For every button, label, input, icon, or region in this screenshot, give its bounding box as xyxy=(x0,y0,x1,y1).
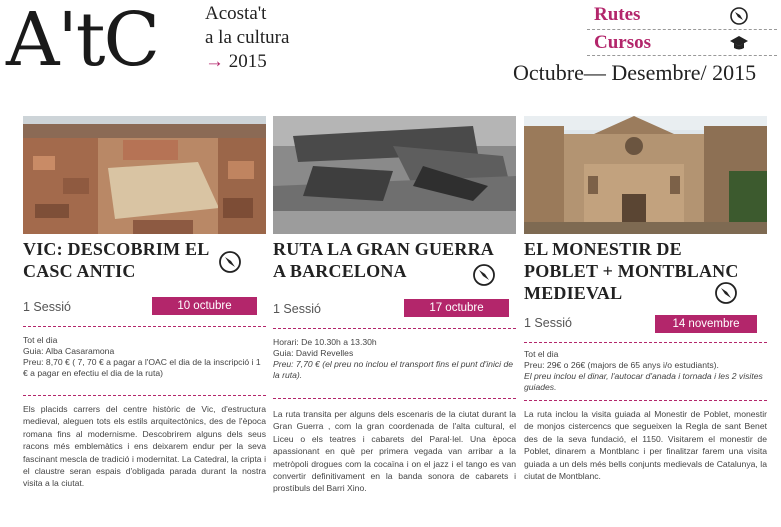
compass-icon xyxy=(714,281,738,305)
tagline-line-3 xyxy=(205,50,289,74)
event-card-vic xyxy=(23,116,266,489)
period-title: Octubre— Desembre/ 2015 xyxy=(513,60,757,85)
dashed-divider xyxy=(23,395,266,396)
event-title-line: VIC: DESCOBRIM EL xyxy=(23,239,210,259)
event-title xyxy=(524,238,739,304)
tagline xyxy=(205,2,289,74)
logo: A'tC xyxy=(6,0,159,83)
nav-rutes-link[interactable]: Rutes xyxy=(594,4,641,25)
session-count: 1 Sessió xyxy=(23,300,71,314)
arrow-icon: → xyxy=(205,51,224,72)
vic-town-photo xyxy=(23,116,266,234)
tagline-line-1: Acosta't xyxy=(205,3,267,24)
event-price: Preu: 29€ o 26€ (majors de 65 anys i/o estudiants). xyxy=(524,360,719,370)
war-bunker-image xyxy=(273,116,516,234)
compass-icon xyxy=(218,250,242,274)
tagline-year: 2015 xyxy=(228,51,267,72)
event-info xyxy=(23,335,266,379)
event-guide: Guia: Alba Casaramona xyxy=(23,346,115,356)
session-count: 1 Sessió xyxy=(524,316,572,330)
session-count: 1 Sessió xyxy=(273,302,321,316)
monastery-photo xyxy=(524,116,767,234)
event-price: Preu: 8,70 € ( 7, 70 € a pagar a l'OAC el dia de la inscripció i 1 € a pagar en efectiu el dia de la ruta) xyxy=(23,357,261,378)
event-title xyxy=(23,238,209,282)
date-badge: 10 octubre xyxy=(152,297,257,315)
event-card-gran-guerra xyxy=(273,116,516,494)
war-photo xyxy=(273,116,516,234)
event-title-line: A BARCELONA xyxy=(273,261,407,281)
event-title-line: MEDIEVAL xyxy=(524,283,623,303)
compass-icon[interactable] xyxy=(729,6,749,26)
dashed-divider xyxy=(273,398,516,399)
event-price-note: El preu inclou el dinar, l'autocar d'anada i tornada i les 2 visites guiades. xyxy=(524,371,763,392)
dashed-divider xyxy=(524,342,767,343)
event-title-line: EL MONESTIR DE xyxy=(524,239,682,259)
event-schedule: Tot el dia xyxy=(23,335,58,345)
event-info xyxy=(524,349,767,393)
date-badge: 17 octubre xyxy=(404,299,509,317)
event-description: La ruta inclou la visita guiada al Monestir de Poblet, monestir de monjos cistercencs que segueixen la Regla de sant Benet des de la seva fundació, el 1150. Visitarem el monestir de Poblet, dinarem a Montblanc i per finalitzar farem una visita guiada a un dels més bells conjunts medievals de Catalunya, la ciutat de Montblanc. xyxy=(524,409,767,482)
event-title xyxy=(273,238,494,282)
poblet-monastery-image xyxy=(524,116,767,234)
tagline-line-2: a la cultura xyxy=(205,27,290,48)
event-info xyxy=(273,337,516,381)
nav-divider xyxy=(587,29,777,30)
event-title-line: CASC ANTIC xyxy=(23,261,136,281)
event-schedule: Tot el dia xyxy=(524,349,559,359)
dashed-divider xyxy=(273,328,516,329)
nav-divider xyxy=(587,55,777,56)
event-price: Preu: 7,70 € (el preu no inclou el transport fins el punt d'inici de la ruta). xyxy=(273,359,514,380)
dashed-divider xyxy=(524,400,767,401)
event-title-line: POBLET + MONTBLANC xyxy=(524,261,739,281)
event-card-poblet xyxy=(524,116,767,482)
event-title-line: RUTA LA GRAN GUERRA xyxy=(273,239,494,259)
vic-aerial-image xyxy=(23,116,266,234)
compass-icon xyxy=(472,263,496,287)
date-badge: 14 novembre xyxy=(655,315,757,333)
nav-cursos-link[interactable]: Cursos xyxy=(594,32,652,53)
event-description: Els placids carrers del centre històric de Vic, d'estructura medieval, aleguen tots els estils arquitectònics, des de l'època romana fins al modernisme. Descobrirem alguns dels seus racons més emblemàtics i ens deixarem endur per la seva fascinant mescla de tradició i modernitat. La Catedral, la cripta i el claustre seran espais d'obligada parada durant la nostra visita a la ciutat. xyxy=(23,404,266,489)
event-schedule: Horari: De 10.30h a 13.30h xyxy=(273,337,377,347)
event-guide: Guia: David Revelles xyxy=(273,348,354,358)
event-description: La ruta transita per alguns dels escenaris de la ciutat durant la Gran Guerra , com la gran coordenada de l'alta cultural, el Liceu o els teatres i cabarets del Paral·lel. Una època apassionant en què per primera vegada van arribar a la metròpoli drogues com la cocaïna i on el jazz i el tango es van convertir definitivament en la banda sonora de cabarets i prostíbuls del Barri Xino. xyxy=(273,409,516,494)
graduation-cap-icon[interactable] xyxy=(729,33,749,53)
dashed-divider xyxy=(23,326,266,327)
